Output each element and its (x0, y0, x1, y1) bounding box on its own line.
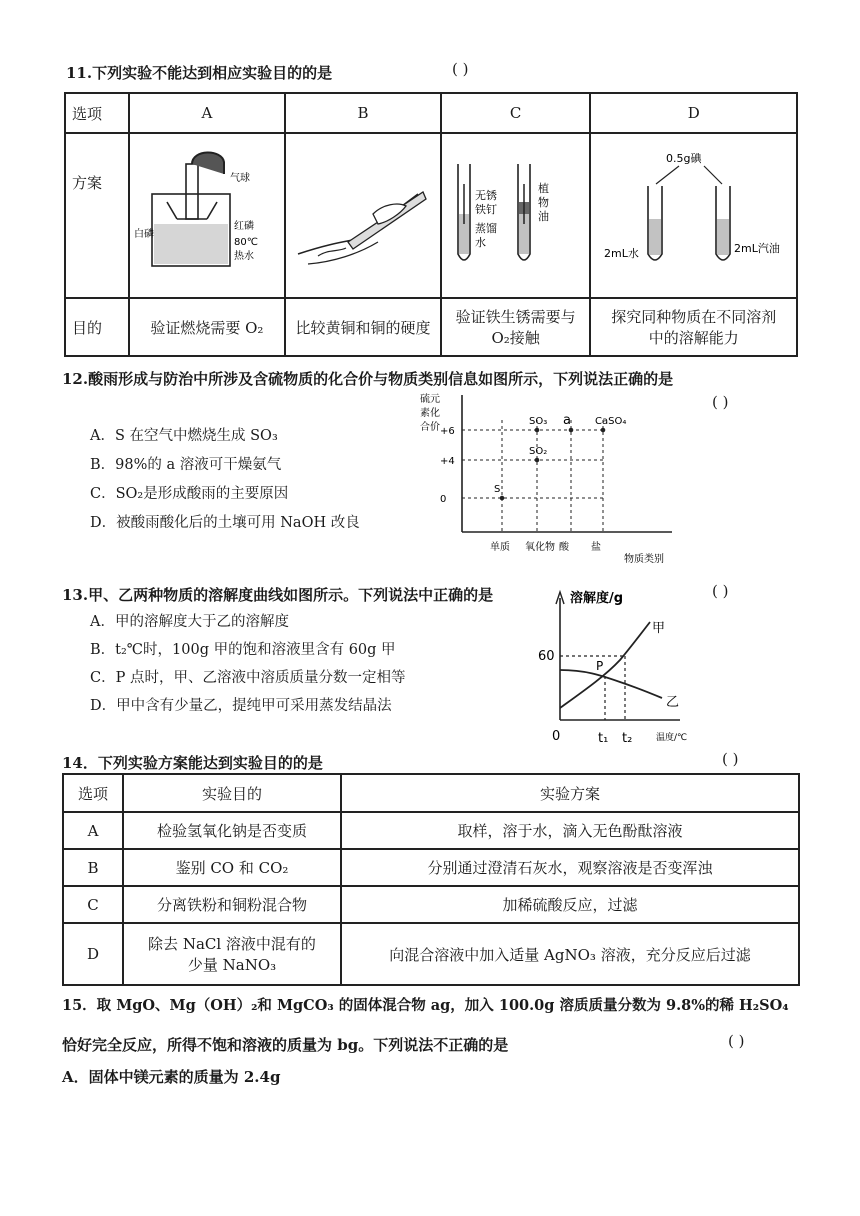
q14-row-a (63, 812, 799, 849)
q12-stem: 12.酸雨形成与防治中所涉及含硫物质的化合价与物质类别信息如图所示，下列说法正确的是 (62, 370, 674, 388)
water-volume-label: 2mL水 (603, 246, 639, 260)
rustless-nail-label-2: 铁钉 (475, 202, 498, 216)
q14-row-c (63, 886, 799, 923)
iodine-mass-label: 0.5g碘 (665, 151, 702, 165)
q12-point-label: SO₃ (529, 416, 548, 427)
q14-row-d-goal (123, 923, 341, 985)
q14-row-b-goal: 鉴别 CO 和 CO₂ (123, 849, 341, 886)
q12-ylabel-1: 硫元 (420, 394, 440, 405)
q12-ytick: 0 (440, 494, 447, 505)
q12-ylabel-2: 素化 (420, 408, 440, 419)
q12-ytick: +6 (440, 426, 455, 437)
red-phosphorus-label: 红磷 (233, 220, 254, 232)
q13-curve-yi (560, 670, 662, 698)
q11-fig-a-cell (129, 133, 286, 298)
q14-row-d-goal-line2: 少量 NaNO₃ (187, 956, 277, 974)
q13-y60-label: 60 (538, 649, 555, 664)
plant-oil-label-1: 植 (538, 181, 550, 195)
q12-y-ticks (440, 426, 455, 505)
q11-purpose-a: 验证燃烧需要 O₂ (129, 298, 286, 356)
q13-option-b: B．t₂℃时，100g 甲的饱和溶液里含有 60g 甲 (90, 642, 396, 658)
q12-xtick: 盐 (591, 542, 601, 553)
distilled-water-label-2: 水 (475, 235, 487, 249)
q11-purpose-c-line1: 验证铁生锈需要与 (455, 308, 576, 326)
white-phosphorus-label: 白磷 (133, 228, 154, 240)
plant-oil-label-3: 油 (538, 209, 550, 223)
q13-option-a: A．甲的溶解度大于乙的溶解度 (90, 614, 289, 630)
distilled-water-label-1: 蒸馏 (475, 221, 498, 235)
q12-xlabel: 物质类别 (624, 554, 664, 565)
q12-point-marker (601, 428, 606, 433)
gasoline-volume-label: 2mL汽油 (733, 241, 780, 255)
q11-fig-d-cell (590, 133, 797, 298)
q13-option-c: C．P 点时，甲、乙溶液中溶质质量分数一定相等 (90, 670, 406, 686)
q11-purpose-row (65, 298, 797, 356)
combustion-beaker-figure (132, 144, 282, 284)
q13-xlabel: 温度/℃ (656, 733, 688, 743)
q12-point-label: S (494, 484, 501, 495)
q11-fig-b-cell (285, 133, 441, 298)
iron-rust-tubes-figure (443, 144, 588, 284)
q11-purpose-c (441, 298, 591, 356)
q14-row-d-plan: 向混合溶液中加入适量 AgNO₃ 溶液，充分反应后过滤 (341, 923, 799, 985)
q12-point-marker (500, 496, 505, 501)
q13-label-yi: 乙 (666, 695, 680, 710)
q11-header-d: D (590, 93, 797, 133)
q11-purpose-b: 比较黄铜和铜的硬度 (285, 298, 441, 356)
q13-label-jia: 甲 (652, 621, 666, 636)
q11-purpose-d-line1: 探究同种物质在不同溶剂 (611, 308, 777, 326)
q14-row-d (63, 923, 799, 985)
q11-header-option: 选项 (65, 93, 129, 133)
plant-oil-label-2: 物 (538, 195, 550, 209)
q13-solubility-chart (530, 580, 710, 752)
q12-point-label: a (563, 413, 571, 428)
q11-stem: 11.下列实验不能达到相应实验目的的是 (66, 64, 333, 82)
q12-point-marker (535, 458, 540, 463)
q12-xtick: 单质 (490, 542, 510, 553)
q12-point-label: SO₂ (529, 446, 548, 457)
hot-water-temp-label: 80℃ (233, 236, 258, 248)
q14-row-b (63, 849, 799, 886)
iodine-solubility-figure (594, 144, 794, 284)
q12-option-b: B．98%的 a 溶液可干燥氨气 (90, 457, 282, 473)
q11-purpose-c-line2: O₂接触 (491, 329, 540, 347)
q15-option-a: A．固体中镁元素的质量为 2.4g (62, 1068, 281, 1086)
q14-header-plan: 实验方案 (341, 774, 799, 812)
q13-point-p: P (596, 659, 604, 673)
q14-row-c-plan: 加稀硫酸反应，过滤 (341, 886, 799, 923)
q13-stem: 13.甲、乙两种物质的溶解度曲线如图所示。下列说法中正确的是 (62, 586, 494, 604)
q14-row-a-plan: 取样，溶于水，滴入无色酚酞溶液 (341, 812, 799, 849)
q11-purpose-label: 目的 (65, 298, 129, 356)
q11-header-c: C (441, 93, 591, 133)
q13-option-d: D．甲中含有少量乙，提纯甲可采用蒸发结晶法 (90, 698, 392, 714)
q12-x-ticks (490, 540, 601, 553)
q12-points (494, 413, 626, 500)
q14-row-a-option: A (63, 812, 123, 849)
q11-answer-paren: ( ) (452, 60, 469, 78)
q14-row-d-goal-line1: 除去 NaCl 溶液中混有的 (148, 935, 316, 953)
q11-header-row (65, 93, 797, 133)
q12-grid (462, 420, 603, 532)
q11-scheme-row (65, 133, 797, 298)
q12-xtick: 氧化物 (525, 542, 555, 553)
q11-fig-c-cell (441, 133, 591, 298)
q12-ylabel-3: 合价 (420, 422, 440, 433)
q11-scheme-label: 方案 (65, 133, 129, 298)
q13-ylabel: 溶解度/g (570, 591, 624, 606)
q11-purpose-d-line2: 中的溶解能力 (648, 329, 739, 347)
q12-point-marker (535, 428, 540, 433)
q14-row-d-option: D (63, 923, 123, 985)
q12-answer-paren: ( ) (712, 393, 729, 411)
q14-table (62, 773, 800, 986)
q14-header-option: 选项 (63, 774, 123, 812)
q13-t1-label: t₁ (598, 731, 609, 746)
balloon-label: 气球 (229, 172, 250, 184)
q11-header-b: B (285, 93, 441, 133)
q12-option-a: A．S 在空气中燃烧生成 SO₃ (90, 428, 278, 444)
q15-line1: 15．取 MgO、Mg（OH）₂和 MgCO₃ 的固体混合物 ag，加入 100.0g 溶质质量分数为 9.8%的稀 H₂SO₄ (62, 997, 789, 1014)
rustless-nail-label-1: 无锈 (475, 188, 498, 202)
hot-water-label: 热水 (233, 250, 254, 262)
q14-row-c-option: C (63, 886, 123, 923)
q14-stem: 14．下列实验方案能达到实验目的的是 (62, 754, 323, 772)
q12-option-d: D．被酸雨酸化后的土壤可用 NaOH 改良 (90, 515, 360, 531)
q12-valence-chart (410, 390, 700, 570)
q14-row-a-goal: 检验氢氧化钠是否变质 (123, 812, 341, 849)
q11-table (64, 92, 798, 357)
q12-option-c: C．SO₂是形成酸雨的主要原因 (90, 486, 289, 502)
q12-point-marker (569, 428, 574, 433)
q14-row-b-option: B (63, 849, 123, 886)
q14-header-goal: 实验目的 (123, 774, 341, 812)
q13-t2-label: t₂ (622, 731, 633, 746)
q11-header-a: A (129, 93, 286, 133)
q14-answer-paren: ( ) (722, 750, 739, 768)
q11-purpose-d (590, 298, 797, 356)
q13-answer-paren: ( ) (712, 582, 729, 600)
q14-row-b-plan: 分别通过澄清石灰水，观察溶液是否变浑浊 (341, 849, 799, 886)
q12-point-label: CaSO₄ (595, 416, 627, 427)
q15-line2: 恰好完全反应，所得不饱和溶液的质量为 bg。下列说法不正确的是 (62, 1036, 509, 1054)
hardness-scratch-figure (288, 144, 438, 284)
q12-ytick: +4 (440, 456, 455, 467)
q13-origin: 0 (552, 729, 561, 744)
q12-xtick: 酸 (559, 542, 569, 553)
q15-answer-paren: ( ) (728, 1032, 745, 1050)
q14-row-c-goal: 分离铁粉和铜粉混合物 (123, 886, 341, 923)
q14-header-row (63, 774, 799, 812)
